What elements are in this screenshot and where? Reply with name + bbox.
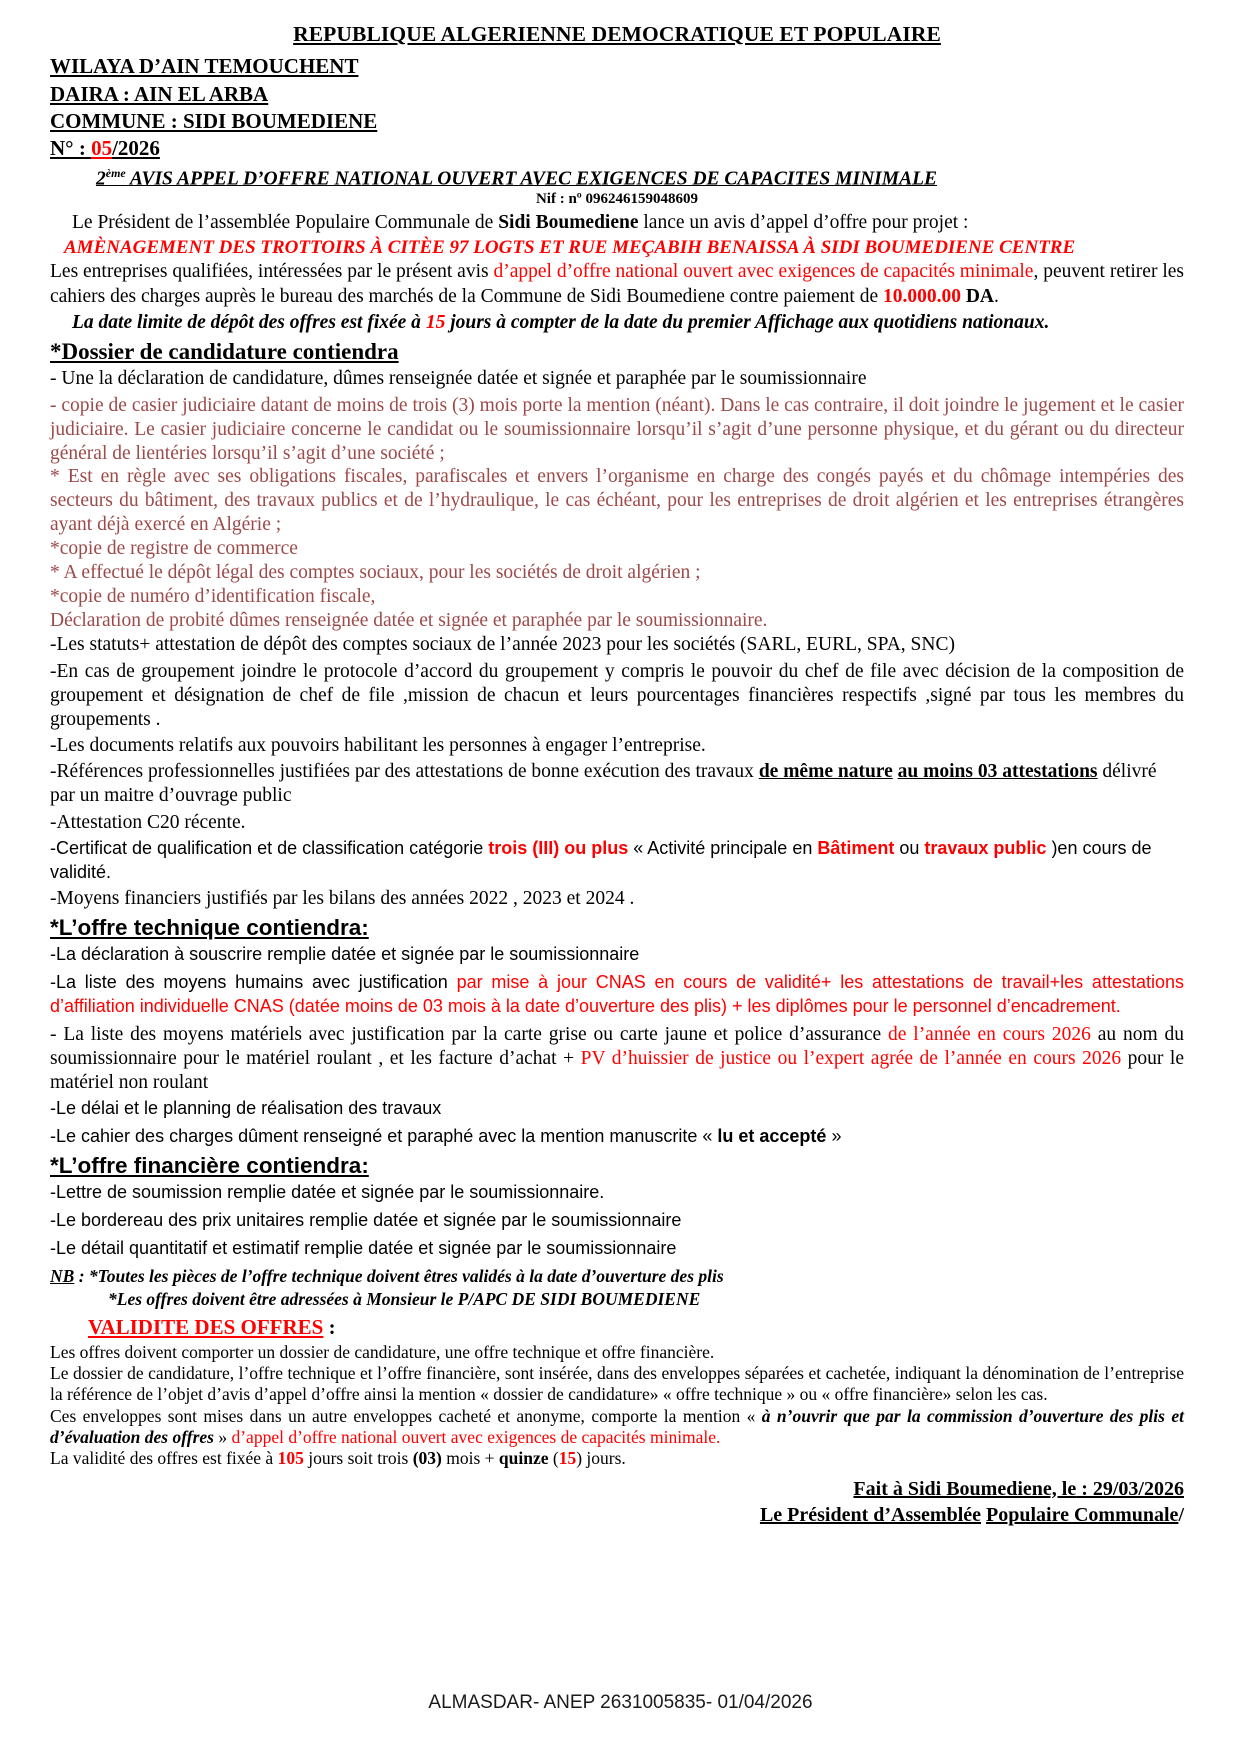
validite-p3-b: » (213, 1426, 232, 1447)
cahier-charges-mention: lu et accepté (717, 1126, 827, 1147)
moyens-humains-text: -La liste des moyens humains avec justification (50, 972, 457, 993)
financiere-item-2: -Le bordereau des prix unitaires remplie datée et signée par le soumissionnaire (50, 1210, 682, 1231)
deadline-line (50, 311, 1184, 335)
financiere-item-3: -Le détail quantitatif et estimatif remplie datée et signée par le soumissionnaire (50, 1238, 677, 1259)
candidature-depot-legal: * A effectué le dépôt légal des comptes sociaux, pour les sociétés de droit algérien ; (50, 562, 701, 584)
candidature-declaration-probite: Déclaration de probité dûmes renseignée datée et signée et paraphée par le soumissionnaire. (50, 610, 768, 632)
moyens-materiels-b: au nom du soumissionnaire pour le matériel roulant , et les facture d’achat + (50, 1023, 1184, 1070)
intro-text-a: Le Président de l’assemblée Populaire Communale de (72, 212, 499, 234)
candidature-item-2: -Les statuts+ attestation de dépôt des comptes sociaux de l’année 2023 pour les sociétés (SARL, EURL, SPA, SNC) (50, 634, 955, 656)
nif-line: Nif : nº 096246159048609 (535, 191, 699, 208)
numero-value: 05 (91, 136, 113, 161)
footer-anep-reference: ALMASDAR- ANEP 2631005835- 01/04/2026 (428, 1692, 813, 1713)
project-title: AMÈNAGEMENT DES TROTTOIRS À CITÈE 97 LOGTS ET RUE MEÇABIH BENAISSA À SIDI BOUMEDIENE CENTRE (64, 236, 1076, 258)
signature-title-b: Populaire Communale (986, 1503, 1179, 1526)
certificat-text-c: ou (894, 837, 925, 858)
numero-label: N° : (50, 136, 92, 161)
validite-days: 105 (277, 1448, 304, 1469)
technique-item-3 (50, 1023, 1184, 1096)
signature-line-1 (50, 1476, 1184, 1502)
wilaya-line (50, 53, 1184, 80)
candidature-item-7 (50, 837, 1184, 885)
deadline-text-a: La date limite de dépôt des offres est fixée à (72, 311, 426, 333)
validite-p3-red: d’appel d’offre national ouvert avec exigences de capacités minimale. (231, 1426, 721, 1447)
certificat-categorie: trois (III) ou plus (488, 837, 629, 858)
cahier-amount: 10.000.00 (882, 285, 961, 307)
avis-title (50, 166, 1184, 191)
republic-title: REPUBLIQUE ALGERIENNE DEMOCRATIQUE ET POPULAIRE (293, 22, 941, 46)
validite-p2: Le dossier de candidature, l’offre technique et l’offre financière, sont insérée, dans des enveloppes séparées et cachetée, indiquant la dénomination de l’entreprise la référence de l’objet d’avis d’appel d’offre ainsi la mention « dossier de candidature» « offre technique » ou « offre financière» selon les cas. (50, 1362, 1184, 1405)
nb-line-2: *Les offres doivent être adressées à Monsieur le P/APC DE SIDI BOUMEDIENE (108, 1288, 701, 1309)
validite-block (50, 1342, 1184, 1470)
validite-heading (50, 1315, 1184, 1340)
nb-block (50, 1265, 1184, 1311)
cahier-amount-unit: DA (960, 285, 995, 307)
candidature-casier-judiciaire: - copie de casier judiciaire datant de moins de trois (3) mois porte la mention (néant). Dans le cas contraire, il doit joindre le jugement et le casier judiciaire. Le casier judiciaire concerne le candidat ou le soumissionnaire lorsqu’il s’agit d’une personne physique, et du gérant ou du directeur général de lientéries lorsqu’il s’agit d’une société ; (50, 394, 1184, 464)
moyens-materiels-annee: de l’année en cours 2026 (888, 1023, 1091, 1045)
candidature-item-3: -En cas de groupement joindre le protocole d’accord du groupement y compris le pouvoir du chef de file avec décision de la composition de groupement et désignation de chef de file ,mission de chacun et leurs pourcentages financières respectifs ,signé par tous les membres du groupements . (50, 660, 1184, 730)
signature-date: : 29/03/2026 (1076, 1477, 1184, 1500)
intro-block (50, 211, 1184, 334)
technique-item-1: -La déclaration à souscrire remplie datée et signée par le soumissionnaire (50, 944, 640, 965)
candidature-item-4: -Les documents relatifs aux pouvoirs habilitant les personnes à engager l’entreprise. (50, 735, 706, 757)
wilaya-text: WILAYA D’AIN TEMOUCHENT (50, 54, 359, 79)
candidature-item-1: - Une la déclaration de candidature, dûmes renseignée datée et signée et paraphée par le soumissionnaire (50, 368, 867, 390)
commune-line (50, 108, 1184, 135)
validite-heading-colon: : (323, 1314, 336, 1339)
validite-p4 (50, 1448, 1184, 1469)
validite-p3-mention: à n’ouvrir que par la commission d’ouverture des plis et d’évaluation des offres (50, 1405, 1184, 1447)
signature-place: Fait à Sidi Boumediene, le (853, 1477, 1077, 1500)
certificat-batiment: Bâtiment (817, 837, 895, 858)
nb-label: NB (50, 1266, 75, 1287)
certificat-text-d: )en cours de validité. (50, 837, 1152, 882)
validite-p1: Les offres doivent comporter un dossier de candidature, une offre technique et offre financière. (50, 1341, 715, 1362)
moyens-materiels-a: - La liste des moyens matériels avec justification par la carte grise ou carte jaune et police d’assurance (50, 1023, 889, 1045)
numero-line (50, 135, 1184, 162)
validite-15: 15 (558, 1448, 577, 1469)
validite-p4-c: mois + (441, 1448, 499, 1469)
avis-exponent: ème (105, 165, 126, 180)
daira-text: DAIRA : AIN EL ARBA (50, 81, 269, 106)
intro-para-b: , peuvent retirer les cahiers des charges auprès le bureau des marchés de la Commune de Sidi Boumediene contre paiement de (50, 261, 1184, 307)
cahier-charges-c: » (826, 1126, 842, 1147)
technique-item-4: -Le délai et le planning de réalisation des travaux (50, 1098, 442, 1119)
nb-colon: : (74, 1266, 89, 1287)
validite-p4-e: ) jours. (576, 1448, 626, 1469)
section-heading-financiere (50, 1153, 1184, 1179)
certificat-text-b: « Activité principale en (628, 837, 818, 858)
section-heading-technique (50, 915, 1184, 941)
references-attestations: au moins 03 attestations (897, 761, 1098, 783)
technique-item-5 (50, 1125, 1184, 1149)
validite-p3-a: Ces enveloppes sont mises dans un autre enveloppes cacheté et anonyme, comporte la mention « (50, 1405, 762, 1426)
candidature-item-8: -Moyens financiers justifiés par les bilans des années 2022 , 2023 et 2024 . (50, 888, 635, 910)
financiere-item-1: -Lettre de soumission remplie datée et signée par le soumissionnaire. (50, 1182, 605, 1203)
avis-title-text: AVIS APPEL D’OFFRE NATIONAL OUVERT AVEC EXIGENCES DE CAPACITES MINIMALE (125, 168, 937, 190)
avis-number: 2 (96, 168, 106, 190)
validite-heading-text: VALIDITE DES OFFRES (88, 1314, 324, 1339)
intro-para-c: . (994, 285, 999, 307)
intro-sentence (50, 211, 1184, 235)
intro-para-a: Les entreprises qualifiées, intéressées par le présent avis (50, 261, 494, 283)
validite-p4-d: ( (548, 1448, 559, 1469)
document-header (50, 22, 1184, 208)
deadline-days: 15 (425, 311, 446, 333)
candidature-registre-commerce: *copie de registre de commerce (50, 538, 298, 560)
intro-paragraph (50, 260, 1184, 308)
technique-item-2 (50, 971, 1184, 1019)
technique-list (50, 943, 1184, 1149)
validite-p4-a: La validité des offres est fixée à (50, 1448, 278, 1469)
intro-para-red: d’appel d’offre national ouvert avec exigences de capacités minimale (493, 261, 1034, 283)
signature-slash: / (1178, 1503, 1184, 1526)
intro-text-c: lance un avis d’appel d’offre pour projet : (638, 212, 969, 234)
certificat-travaux-public: travaux public (924, 837, 1047, 858)
moyens-materiels-pv-huissier: PV d’huissier de justice ou l’expert agrée de l’année en cours 2026 (580, 1048, 1122, 1070)
nb-text-1: *Toutes les pièces de l’offre technique doivent êtres validés à la date d’ouverture des plis (88, 1266, 724, 1287)
signature-title-a: Le Président d’Assemblée (759, 1503, 982, 1526)
nb-line-1 (50, 1265, 1184, 1288)
signature-line-2 (50, 1502, 1184, 1528)
financiere-list (50, 1181, 1184, 1261)
commune-name: Sidi Boumediene (498, 212, 639, 234)
moyens-materiels-c: pour le matériel non roulant (50, 1048, 1184, 1094)
signature-block (50, 1476, 1184, 1528)
technique-title-text: *L’offre technique contiendra: (50, 915, 369, 941)
section-heading-candidature (50, 339, 1184, 365)
validite-months: (03) (412, 1448, 442, 1469)
financiere-title-text: *L’offre financière contiendra: (50, 1153, 369, 1179)
candidature-list (50, 367, 1184, 911)
moyens-humains-cnas: par mise à jour CNAS en cours de validité+ les attestations de travail+les attestations d’affiliation individuelle CNAS (datée moins de 03 mois à la date d’ouverture des plis) + les diplômes pour le personnel d’encadrement. (50, 972, 1184, 1017)
references-meme-nature: de même nature (758, 761, 893, 783)
candidature-obligations-fiscales: * Est en règle avec ses obligations fiscales, parafiscales et envers l’organisme en charge des congés payés et du chômage intempéries des secteurs du bâtiment, des travaux publics et de l’hydraulique, le cas échéant, pour les entreprises de droit algérien et les entreprises étrangères ayant déjà exercé en Algérie ; (50, 466, 1184, 536)
references-text-b: délivré par un maitre d’ouvrage public (50, 761, 1157, 807)
deadline-text-b: jours à compter de la date du premier Affichage aux quotidiens nationaux. (445, 311, 1050, 333)
certificat-text-a: -Certificat de qualification et de classification catégorie (50, 837, 489, 858)
validite-p3 (50, 1406, 1184, 1449)
daira-line (50, 81, 1184, 108)
numero-rest: /2026 (112, 136, 160, 161)
candidature-nif-copie: *copie de numéro d’identification fiscale, (50, 586, 376, 608)
validite-p4-b: jours soit trois (303, 1448, 413, 1469)
references-text-a: -Références professionnelles justifiées par des attestations de bonne exécution des travaux (50, 761, 759, 783)
candidature-title-text: *Dossier de candidature contiendra (50, 338, 399, 364)
candidature-item-5 (50, 760, 1184, 808)
cahier-charges-a: -Le cahier des charges dûment renseigné et paraphé avec la mention manuscrite « (50, 1126, 718, 1147)
candidature-item-6: -Attestation C20 récente. (50, 811, 246, 833)
validite-quinze: quinze (498, 1448, 549, 1469)
commune-text: COMMUNE : SIDI BOUMEDIENE (50, 108, 378, 133)
